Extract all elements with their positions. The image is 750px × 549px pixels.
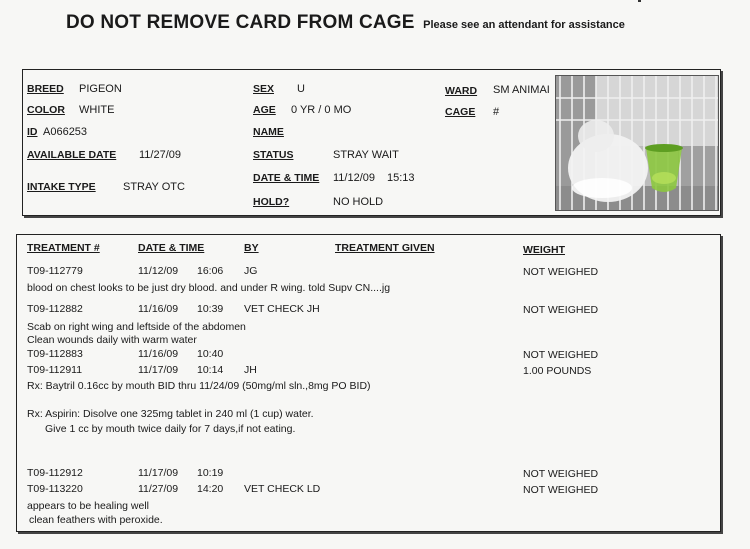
treatment-weight: NOT WEIGHED [523,266,599,278]
treatment-time: 10:14 [197,364,224,376]
animal-info-panel [22,69,721,216]
datetime-label: DATE & TIME [253,172,320,184]
treatment-time: 16:06 [197,265,224,277]
treatment-by: JG [244,265,258,277]
intake-type-value: STRAY OTC [123,181,185,193]
hold-label: HOLD? [253,196,290,208]
assistance-note: Please see an attendant for assistance [423,19,625,31]
treatment-note: Scab on right wing and leftside of the abdomen [27,321,246,333]
treatment-date: 11/12/09 [138,265,179,277]
available-date-value: 11/27/09 [139,149,182,161]
color-value: WHITE [79,104,115,116]
treatment-date: 11/17/09 [138,364,179,376]
datetime-header: DATE & TIME [138,242,205,254]
treatment-by: VET CHECK JH [244,303,320,315]
treatment-date: 11/17/09 [138,467,179,479]
treatment-note: clean feathers with peroxide. [29,514,163,526]
treatment-number: T09-112779 [27,265,83,277]
treatment-number: T09-112882 [27,303,83,315]
treatment-number: T09-112912 [27,467,83,479]
weight-header: WEIGHT [523,244,565,256]
hold-value: NO HOLD [333,196,384,208]
treatment-number-header: TREATMENT # [27,242,100,254]
breed-value: PIGEON [79,83,122,95]
treatment-weight: NOT WEIGHED [523,484,599,496]
ward-value: SM ANIMAI [493,84,550,96]
name-label: NAME [253,126,284,138]
card-header [66,12,625,34]
treatment-time: 14:20 [197,483,224,495]
color-label: COLOR [27,104,65,116]
treatment-by: VET CHECK LD [244,483,321,495]
treatment-log-panel [16,234,721,532]
by-header: BY [244,242,259,254]
scan-speck [638,0,641,2]
card-title: DO NOT REMOVE CARD FROM CAGE [66,12,415,33]
prescription-note: Give 1 cc by mouth twice daily for 7 days,if not eating. [45,423,296,435]
prescription-note: Rx: Aspirin: Disolve one 325mg tablet in 240 ml (1 cup) water. [27,408,314,420]
pigeon-cage-photo [556,76,718,210]
status-label: STATUS [253,149,294,161]
treatment-weight: 1.00 POUNDS [523,365,592,377]
treatment-given-header: TREATMENT GIVEN [335,242,435,254]
id-value: A066253 [43,126,88,138]
treatment-date: 11/16/09 [138,303,179,315]
treatment-note: blood on chest looks to be just dry blood. and under R wing. told Supv CN....jg [27,282,391,294]
treatment-number: T09-112883 [27,348,83,360]
treatment-time: 10:40 [197,348,224,360]
intake-time: 15:13 [387,172,415,184]
sex-label: SEX [253,83,275,95]
treatment-note: appears to be healing well [27,500,150,512]
prescription-note: Rx: Baytril 0.16cc by mouth BID thru 11/24/09 (50mg/ml sln.,8mg PO BID) [27,380,371,392]
intake-date: 11/12/09 [333,172,376,184]
age-label: AGE [253,104,276,116]
intake-type-label: INTAKE TYPE [27,181,96,193]
animal-photo [555,75,719,211]
treatment-note: Clean wounds daily with warm water [27,334,197,346]
treatment-number: T09-112911 [27,364,83,376]
ward-label: WARD [445,85,478,97]
treatment-date: 11/16/09 [138,348,179,360]
treatment-number: T09-113220 [27,483,83,495]
cage-label: CAGE [445,106,476,118]
treatment-time: 10:39 [197,303,224,315]
breed-label: BREED [27,83,64,95]
treatment-weight: NOT WEIGHED [523,304,599,316]
treatment-weight: NOT WEIGHED [523,349,599,361]
id-label: ID [27,126,38,138]
sex-value: U [297,83,305,95]
status-value: STRAY WAIT [333,149,399,161]
treatment-weight: NOT WEIGHED [523,468,599,480]
treatment-by: JH [244,364,257,376]
available-date-label: AVAILABLE DATE [27,149,117,161]
treatment-time: 10:19 [197,467,224,479]
age-value: 0 YR / 0 MO [291,104,352,116]
treatment-date: 11/27/09 [138,483,179,495]
cage-value: # [493,106,500,118]
